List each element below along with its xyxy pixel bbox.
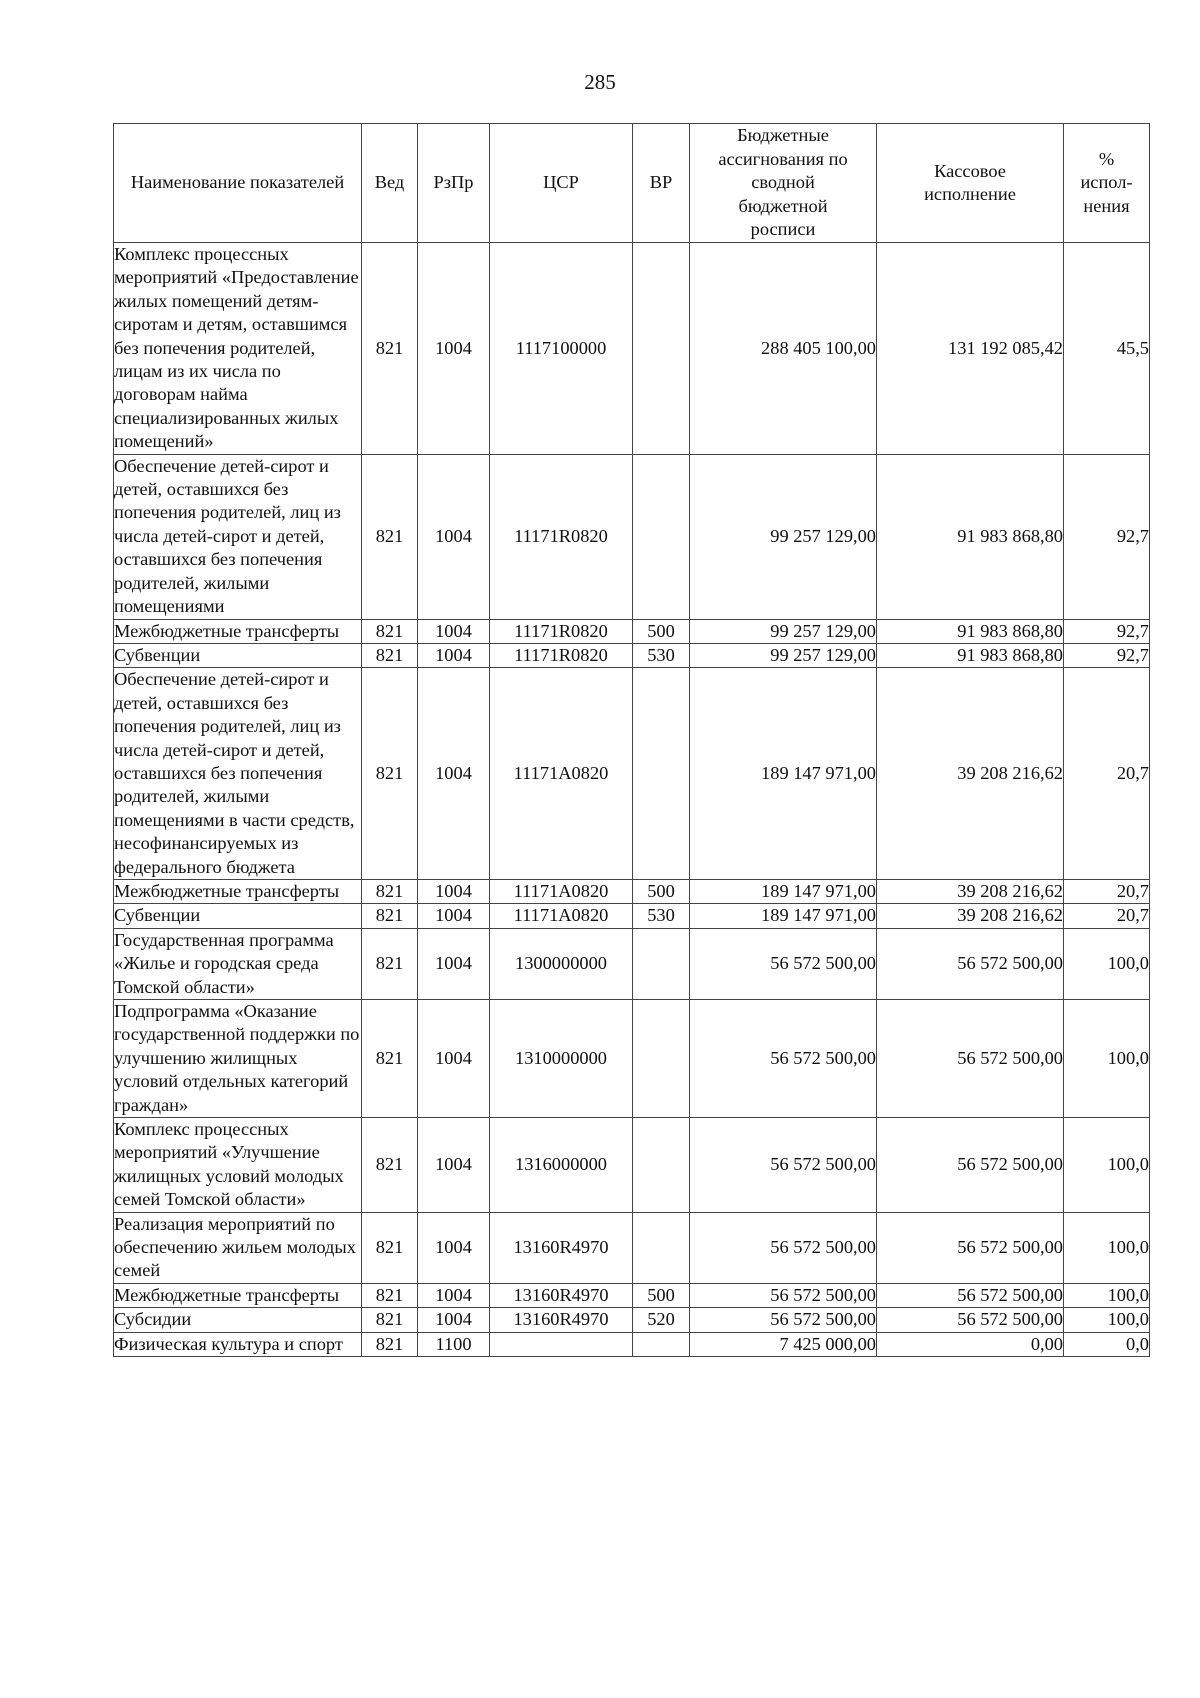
table-row <box>114 1118 1150 1213</box>
cell-rzpr: 1004 <box>418 1118 490 1213</box>
table-row <box>114 454 1150 619</box>
cell-vr <box>633 1000 690 1118</box>
cell-percent: 92,7 <box>1064 643 1150 667</box>
table-row <box>114 904 1150 928</box>
cell-name: Государственная программа «Жилье и городская среда Томской области» <box>114 928 362 999</box>
header-assignments: Бюджетные ассигнования по сводной бюджетной росписи <box>690 124 877 243</box>
cell-rzpr: 1004 <box>418 1283 490 1307</box>
cell-percent: 100,0 <box>1064 928 1150 999</box>
cell-vr: 520 <box>633 1308 690 1332</box>
table-row <box>114 1308 1150 1332</box>
cell-name: Субсидии <box>114 1308 362 1332</box>
cell-ved: 821 <box>362 1283 418 1307</box>
cell-rzpr: 1004 <box>418 879 490 903</box>
cell-name: Подпрограмма «Оказание государственной поддержки по улучшению жилищных условий отдельных категорий граждан» <box>114 1000 362 1118</box>
cell-csr: 1117100000 <box>490 243 633 455</box>
header-percent: % испол-нения <box>1064 124 1150 243</box>
table-row <box>114 928 1150 999</box>
cell-vr: 530 <box>633 643 690 667</box>
header-vr: ВР <box>633 124 690 243</box>
cell-vr: 530 <box>633 904 690 928</box>
cell-assignments: 56 572 500,00 <box>690 1308 877 1332</box>
cell-vr <box>633 1212 690 1283</box>
cell-vr: 500 <box>633 1283 690 1307</box>
cell-assignments: 99 257 129,00 <box>690 643 877 667</box>
cell-rzpr: 1004 <box>418 928 490 999</box>
cell-percent: 100,0 <box>1064 1118 1150 1213</box>
cell-execution: 56 572 500,00 <box>877 1212 1064 1283</box>
cell-ved: 821 <box>362 904 418 928</box>
cell-percent: 100,0 <box>1064 1000 1150 1118</box>
table-row <box>114 643 1150 667</box>
cell-ved: 821 <box>362 879 418 903</box>
budget-table <box>113 123 1150 1357</box>
cell-vr <box>633 1332 690 1356</box>
cell-assignments: 56 572 500,00 <box>690 1118 877 1213</box>
cell-assignments: 56 572 500,00 <box>690 1000 877 1118</box>
cell-assignments: 99 257 129,00 <box>690 454 877 619</box>
cell-percent: 92,7 <box>1064 454 1150 619</box>
cell-percent: 20,7 <box>1064 904 1150 928</box>
cell-vr <box>633 454 690 619</box>
cell-assignments: 288 405 100,00 <box>690 243 877 455</box>
cell-ved: 821 <box>362 619 418 643</box>
header-execution: Кассовое исполнение <box>877 124 1064 243</box>
cell-vr <box>633 243 690 455</box>
cell-rzpr: 1004 <box>418 904 490 928</box>
cell-execution: 56 572 500,00 <box>877 1000 1064 1118</box>
cell-name: Межбюджетные трансферты <box>114 619 362 643</box>
cell-execution: 56 572 500,00 <box>877 1308 1064 1332</box>
cell-execution: 56 572 500,00 <box>877 1118 1064 1213</box>
cell-name: Субвенции <box>114 643 362 667</box>
cell-name: Межбюджетные трансферты <box>114 1283 362 1307</box>
cell-csr: 11171А0820 <box>490 668 633 880</box>
header-row <box>114 124 1150 243</box>
cell-execution: 39 208 216,62 <box>877 879 1064 903</box>
cell-execution: 56 572 500,00 <box>877 1283 1064 1307</box>
cell-ved: 821 <box>362 668 418 880</box>
cell-rzpr: 1004 <box>418 619 490 643</box>
cell-execution: 91 983 868,80 <box>877 619 1064 643</box>
header-name: Наименование показателей <box>114 124 362 243</box>
table-body <box>114 243 1150 1357</box>
cell-rzpr: 1100 <box>418 1332 490 1356</box>
cell-rzpr: 1004 <box>418 243 490 455</box>
cell-vr <box>633 928 690 999</box>
cell-assignments: 56 572 500,00 <box>690 1212 877 1283</box>
cell-assignments: 99 257 129,00 <box>690 619 877 643</box>
header-ved: Вед <box>362 124 418 243</box>
cell-name: Межбюджетные трансферты <box>114 879 362 903</box>
cell-assignments: 189 147 971,00 <box>690 668 877 880</box>
cell-ved: 821 <box>362 1212 418 1283</box>
cell-rzpr: 1004 <box>418 643 490 667</box>
cell-rzpr: 1004 <box>418 1000 490 1118</box>
table-row <box>114 243 1150 455</box>
cell-name: Обеспечение детей-сирот и детей, оставшихся без попечения родителей, лиц из числа детей-сирот и детей, оставшихся без попечения родителей, жилыми помещениями в части средств, несофинансируемых из федерального бюджета <box>114 668 362 880</box>
cell-vr <box>633 1118 690 1213</box>
cell-ved: 821 <box>362 243 418 455</box>
cell-percent: 92,7 <box>1064 619 1150 643</box>
cell-ved: 821 <box>362 1332 418 1356</box>
cell-name: Физическая культура и спорт <box>114 1332 362 1356</box>
cell-assignments: 56 572 500,00 <box>690 1283 877 1307</box>
cell-rzpr: 1004 <box>418 1212 490 1283</box>
table-row <box>114 1283 1150 1307</box>
cell-ved: 821 <box>362 454 418 619</box>
cell-assignments: 7 425 000,00 <box>690 1332 877 1356</box>
cell-percent: 100,0 <box>1064 1212 1150 1283</box>
cell-name: Комплекс процессных мероприятий «Улучшение жилищных условий молодых семей Томской области» <box>114 1118 362 1213</box>
cell-vr <box>633 668 690 880</box>
cell-csr <box>490 1332 633 1356</box>
cell-csr: 11171R0820 <box>490 619 633 643</box>
cell-rzpr: 1004 <box>418 454 490 619</box>
cell-csr: 11171А0820 <box>490 904 633 928</box>
cell-execution: 56 572 500,00 <box>877 928 1064 999</box>
table-row <box>114 1212 1150 1283</box>
cell-percent: 20,7 <box>1064 879 1150 903</box>
cell-rzpr: 1004 <box>418 1308 490 1332</box>
cell-name: Реализация мероприятий по обеспечению жильем молодых семей <box>114 1212 362 1283</box>
cell-execution: 91 983 868,80 <box>877 454 1064 619</box>
table-row <box>114 1000 1150 1118</box>
cell-rzpr: 1004 <box>418 668 490 880</box>
cell-name: Субвенции <box>114 904 362 928</box>
cell-ved: 821 <box>362 1118 418 1213</box>
header-csr: ЦСР <box>490 124 633 243</box>
cell-csr: 11171R0820 <box>490 643 633 667</box>
table-row <box>114 879 1150 903</box>
cell-percent: 100,0 <box>1064 1283 1150 1307</box>
cell-csr: 1300000000 <box>490 928 633 999</box>
table-row <box>114 619 1150 643</box>
cell-csr: 13160R4970 <box>490 1283 633 1307</box>
cell-assignments: 189 147 971,00 <box>690 904 877 928</box>
page-number: 285 <box>584 70 616 94</box>
cell-vr: 500 <box>633 619 690 643</box>
cell-ved: 821 <box>362 928 418 999</box>
cell-assignments: 189 147 971,00 <box>690 879 877 903</box>
cell-ved: 821 <box>362 643 418 667</box>
cell-csr: 13160R4970 <box>490 1212 633 1283</box>
cell-percent: 20,7 <box>1064 668 1150 880</box>
cell-execution: 39 208 216,62 <box>877 904 1064 928</box>
cell-csr: 1310000000 <box>490 1000 633 1118</box>
table-row <box>114 1332 1150 1356</box>
cell-ved: 821 <box>362 1308 418 1332</box>
cell-name: Комплекс процессных мероприятий «Предоставление жилых помещений детям-сиротам и детям, оставшимся без попечения родителей, лицам из их числа по договорам найма специализированных жилых помещений» <box>114 243 362 455</box>
cell-csr: 11171R0820 <box>490 454 633 619</box>
cell-percent: 45,5 <box>1064 243 1150 455</box>
cell-ved: 821 <box>362 1000 418 1118</box>
cell-name: Обеспечение детей-сирот и детей, оставшихся без попечения родителей, лиц из числа детей-сирот и детей, оставшихся без попечения родителей, жилыми помещениями <box>114 454 362 619</box>
cell-percent: 100,0 <box>1064 1308 1150 1332</box>
cell-execution: 131 192 085,42 <box>877 243 1064 455</box>
cell-assignments: 56 572 500,00 <box>690 928 877 999</box>
cell-csr: 13160R4970 <box>490 1308 633 1332</box>
cell-execution: 0,00 <box>877 1332 1064 1356</box>
cell-csr: 11171А0820 <box>490 879 633 903</box>
header-rzpr: РзПр <box>418 124 490 243</box>
table-row <box>114 668 1150 880</box>
cell-vr: 500 <box>633 879 690 903</box>
cell-execution: 91 983 868,80 <box>877 643 1064 667</box>
cell-percent: 0,0 <box>1064 1332 1150 1356</box>
cell-csr: 1316000000 <box>490 1118 633 1213</box>
cell-execution: 39 208 216,62 <box>877 668 1064 880</box>
